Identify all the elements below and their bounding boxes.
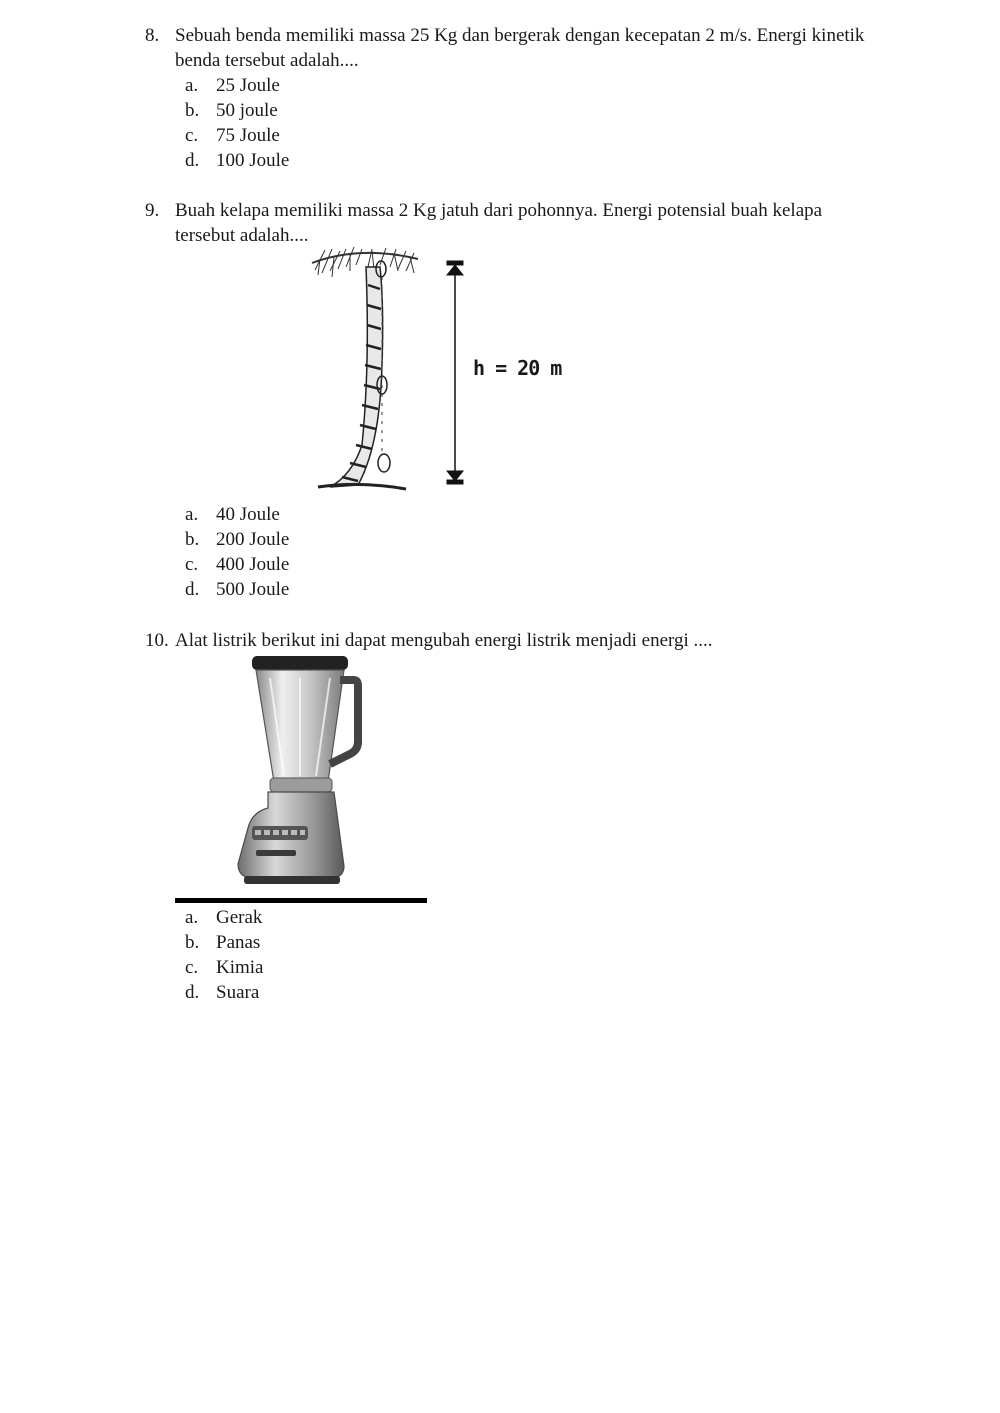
option-b[interactable] xyxy=(185,98,885,123)
option-text: 75 Joule xyxy=(216,125,280,146)
option-letter: d. xyxy=(185,982,200,1003)
blender-logo-icon xyxy=(256,850,296,856)
palm-trunk-icon xyxy=(330,267,383,487)
option-letter: a. xyxy=(185,75,199,96)
option-text: Kimia xyxy=(216,957,264,978)
option-letter: b. xyxy=(185,529,200,550)
option-letter: c. xyxy=(185,554,199,575)
option-letter: c. xyxy=(185,957,199,978)
height-label: h = 20 m xyxy=(473,356,562,380)
option-b[interactable] xyxy=(185,930,885,955)
option-text: 50 joule xyxy=(216,100,278,121)
option-text: 40 Joule xyxy=(216,504,280,525)
option-text: Gerak xyxy=(216,907,263,928)
option-letter: a. xyxy=(185,504,199,525)
option-a[interactable] xyxy=(185,502,885,527)
option-text: 400 Joule xyxy=(216,554,290,575)
options-list xyxy=(145,905,885,1005)
option-c[interactable] xyxy=(185,552,885,577)
blender-figure xyxy=(230,650,370,890)
question-8 xyxy=(145,23,885,173)
option-letter: a. xyxy=(185,907,199,928)
option-a[interactable] xyxy=(185,73,885,98)
option-text: 25 Joule xyxy=(216,75,280,96)
question-text: Alat listrik berikut ini dapat mengubah energi listrik menjadi energi .... xyxy=(175,630,713,651)
option-d[interactable] xyxy=(185,148,885,173)
question-9 xyxy=(145,198,885,248)
question-number: 8. xyxy=(145,25,160,46)
option-text: Suara xyxy=(216,982,260,1003)
question-9-options xyxy=(145,502,885,602)
question-text: Sebuah benda memiliki massa 25 Kg dan bergerak dengan kecepatan 2 m/s. Energi kinetik benda tersebut adalah.... xyxy=(175,25,865,71)
option-c[interactable] xyxy=(185,123,885,148)
option-text: Panas xyxy=(216,932,261,953)
option-letter: d. xyxy=(185,150,200,171)
option-letter: d. xyxy=(185,579,200,600)
ground-icon xyxy=(318,484,406,489)
option-letter: b. xyxy=(185,100,200,121)
coconut-icon xyxy=(378,454,390,472)
option-text: 500 Joule xyxy=(216,579,290,600)
divider-line xyxy=(175,898,427,903)
option-letter: c. xyxy=(185,125,199,146)
option-a[interactable] xyxy=(185,905,885,930)
option-c[interactable] xyxy=(185,955,885,980)
palm-fronds-icon xyxy=(312,247,418,277)
option-d[interactable] xyxy=(185,980,885,1005)
question-number: 9. xyxy=(145,200,160,221)
options-list xyxy=(145,73,885,173)
option-d[interactable] xyxy=(185,577,885,602)
blender-lid-icon xyxy=(252,656,348,670)
options-list xyxy=(145,502,885,602)
option-b[interactable] xyxy=(185,527,885,552)
option-text: 200 Joule xyxy=(216,529,290,550)
option-text: 100 Joule xyxy=(216,150,290,171)
question-text: Buah kelapa memiliki massa 2 Kg jatuh dari pohonnya. Energi potensial buah kelapa tersebut adalah.... xyxy=(175,200,823,246)
height-arrow-icon xyxy=(447,261,463,484)
question-number: 10. xyxy=(145,630,169,651)
question-10-options xyxy=(145,905,885,1005)
option-letter: b. xyxy=(185,932,200,953)
